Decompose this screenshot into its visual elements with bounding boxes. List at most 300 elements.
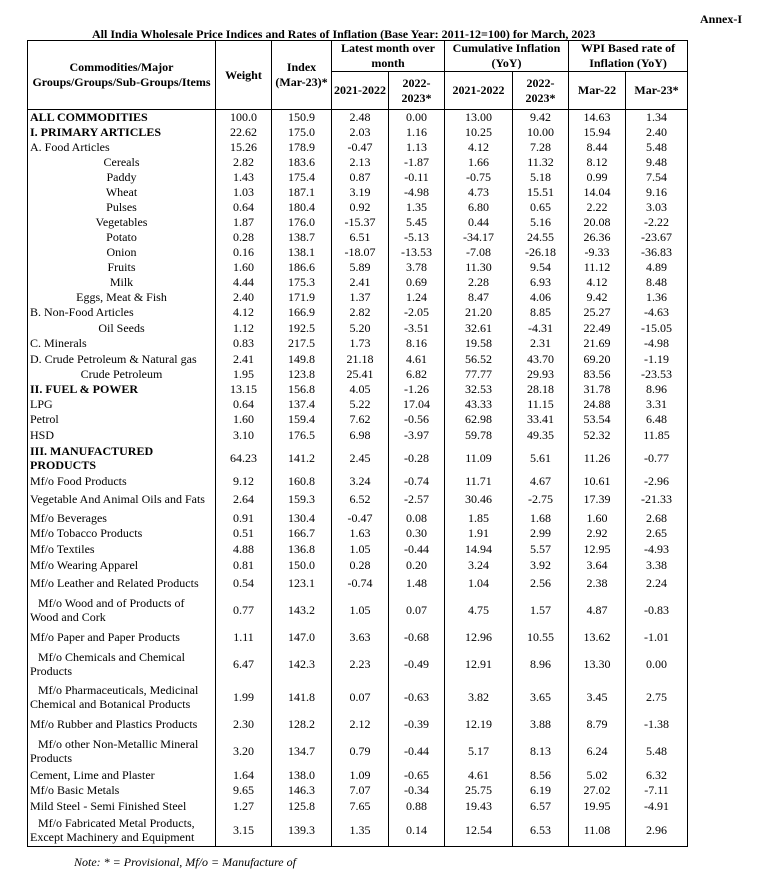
cell-r2: -1.01 xyxy=(626,627,688,648)
row-label: Onion xyxy=(28,245,216,260)
cell-c2: 2.99 xyxy=(513,526,569,541)
cell-weight: 13.15 xyxy=(216,382,272,397)
cell-weight: 1.27 xyxy=(216,798,272,814)
row-label: II. FUEL & POWER xyxy=(28,382,216,397)
cell-r2: -4.98 xyxy=(626,336,688,351)
cell-c1: 4.61 xyxy=(445,768,513,783)
cell-c1: 10.25 xyxy=(445,125,513,140)
cell-weight: 9.12 xyxy=(216,473,272,489)
cell-r1: 6.24 xyxy=(569,735,626,768)
table-row xyxy=(28,473,688,489)
cell-m1: 2.82 xyxy=(332,305,389,320)
cell-c2: 3.65 xyxy=(513,681,569,714)
cell-m1: 0.28 xyxy=(332,557,389,573)
cell-c2: -4.31 xyxy=(513,320,569,336)
row-label: HSD xyxy=(28,427,216,443)
cell-c1: 5.17 xyxy=(445,735,513,768)
cell-weight: 0.83 xyxy=(216,336,272,351)
cell-r2: 5.48 xyxy=(626,140,688,155)
cell-weight: 3.15 xyxy=(216,814,272,847)
cell-r1: -9.33 xyxy=(569,245,626,260)
cell-index: 166.9 xyxy=(272,305,332,320)
cell-index: 175.0 xyxy=(272,125,332,140)
header-weight: Weight xyxy=(216,41,272,110)
cell-c2: 2.31 xyxy=(513,336,569,351)
row-label: Mf/o Food Products xyxy=(28,473,216,489)
cell-c2: 5.18 xyxy=(513,170,569,185)
cell-index: 143.2 xyxy=(272,594,332,627)
cell-c2: 11.32 xyxy=(513,155,569,170)
cell-weight: 4.88 xyxy=(216,541,272,557)
cell-r1: 25.27 xyxy=(569,305,626,320)
cell-m1: 1.05 xyxy=(332,594,389,627)
cell-index: 125.8 xyxy=(272,798,332,814)
table-row xyxy=(28,185,688,200)
cell-r1: 2.92 xyxy=(569,526,626,541)
cell-m1: 0.87 xyxy=(332,170,389,185)
cell-r2: 2.68 xyxy=(626,510,688,526)
cell-m1: 1.73 xyxy=(332,336,389,351)
cell-r2: 9.16 xyxy=(626,185,688,200)
cell-r2: 2.65 xyxy=(626,526,688,541)
cell-r2: 9.48 xyxy=(626,155,688,170)
table-row xyxy=(28,215,688,230)
cell-r1: 13.62 xyxy=(569,627,626,648)
cell-weight: 2.82 xyxy=(216,155,272,170)
table-row xyxy=(28,336,688,351)
page-title: All India Wholesale Price Indices and Rates of Inflation (Base Year: 2011-12=100) for March, 2023 xyxy=(92,27,596,41)
cell-m1: 2.48 xyxy=(332,110,389,125)
cell-weight: 2.41 xyxy=(216,351,272,367)
cell-weight: 2.40 xyxy=(216,290,272,305)
table-row xyxy=(28,798,688,814)
cell-weight: 1.03 xyxy=(216,185,272,200)
row-label: Mf/o Fabricated Metal Products, Except Machinery and Equipment xyxy=(28,814,216,847)
cell-weight: 0.81 xyxy=(216,557,272,573)
cell-r1: 17.39 xyxy=(569,489,626,510)
row-label: Mf/o other Non-Metallic Mineral Products xyxy=(28,735,216,768)
cell-r1: 11.08 xyxy=(569,814,626,847)
table-row xyxy=(28,275,688,290)
table-row xyxy=(28,412,688,427)
cell-m1: 2.03 xyxy=(332,125,389,140)
row-label: Cereals xyxy=(28,155,216,170)
table-row xyxy=(28,814,688,847)
cell-c2: 10.55 xyxy=(513,627,569,648)
cell-r1: 26.36 xyxy=(569,230,626,245)
header-cumulative: Cumulative Inflation (YoY) xyxy=(445,41,569,72)
cell-r1: 24.88 xyxy=(569,397,626,412)
cell-m1: 5.89 xyxy=(332,260,389,275)
cell-m2: 1.13 xyxy=(389,140,445,155)
cell-weight: 4.12 xyxy=(216,305,272,320)
cell-c2: 8.13 xyxy=(513,735,569,768)
cell-index: 141.8 xyxy=(272,681,332,714)
cell-weight: 0.64 xyxy=(216,397,272,412)
row-label: D. Crude Petroleum & Natural gas xyxy=(28,351,216,367)
cell-m1: 7.07 xyxy=(332,783,389,798)
table-row xyxy=(28,155,688,170)
row-label: Crude Petroleum xyxy=(28,367,216,382)
row-label: Mf/o Wearing Apparel xyxy=(28,557,216,573)
cell-c2: 7.28 xyxy=(513,140,569,155)
cell-r1: 31.78 xyxy=(569,382,626,397)
cell-r1: 1.60 xyxy=(569,510,626,526)
cell-c1: 4.73 xyxy=(445,185,513,200)
table-row xyxy=(28,573,688,594)
cell-m2: -0.68 xyxy=(389,627,445,648)
cell-m2: -0.39 xyxy=(389,714,445,735)
cell-c2: 8.96 xyxy=(513,648,569,681)
cell-index: 134.7 xyxy=(272,735,332,768)
row-label: Vegetables xyxy=(28,215,216,230)
row-label: Petrol xyxy=(28,412,216,427)
table-row xyxy=(28,427,688,443)
cell-r1: 27.02 xyxy=(569,783,626,798)
cell-r2: -1.38 xyxy=(626,714,688,735)
cell-m2: -0.65 xyxy=(389,768,445,783)
cell-r1: 14.63 xyxy=(569,110,626,125)
row-label: Mf/o Chemicals and Chemical Products xyxy=(28,648,216,681)
cell-weight: 100.0 xyxy=(216,110,272,125)
cell-c1: 21.20 xyxy=(445,305,513,320)
cell-c2: -26.18 xyxy=(513,245,569,260)
cell-weight: 3.20 xyxy=(216,735,272,768)
cell-r1: 2.38 xyxy=(569,573,626,594)
cell-m2: -0.44 xyxy=(389,541,445,557)
cell-r1: 4.12 xyxy=(569,275,626,290)
row-label: LPG xyxy=(28,397,216,412)
cell-m1: 1.37 xyxy=(332,290,389,305)
cell-c2: 24.55 xyxy=(513,230,569,245)
header-cum-2021-2022: 2021-2022 xyxy=(445,72,513,110)
cell-weight: 0.28 xyxy=(216,230,272,245)
cell-r2: -21.33 xyxy=(626,489,688,510)
annex-label: Annex-I xyxy=(699,12,742,26)
row-label: Mf/o Rubber and Plastics Products xyxy=(28,714,216,735)
cell-c2: 11.15 xyxy=(513,397,569,412)
cell-m2: 1.24 xyxy=(389,290,445,305)
cell-r2: -2.22 xyxy=(626,215,688,230)
row-label: Potato xyxy=(28,230,216,245)
table-row xyxy=(28,783,688,798)
cell-c2: 10.00 xyxy=(513,125,569,140)
cell-index: 192.5 xyxy=(272,320,332,336)
cell-m2: -0.63 xyxy=(389,681,445,714)
cell-c1: -7.08 xyxy=(445,245,513,260)
cell-r1: 69.20 xyxy=(569,351,626,367)
cell-m2: -0.49 xyxy=(389,648,445,681)
cell-c2: 43.70 xyxy=(513,351,569,367)
table-row xyxy=(28,382,688,397)
cell-index: 128.2 xyxy=(272,714,332,735)
cell-r1: 3.45 xyxy=(569,681,626,714)
cell-c2: 8.56 xyxy=(513,768,569,783)
cell-c1: 56.52 xyxy=(445,351,513,367)
row-label: Eggs, Meat & Fish xyxy=(28,290,216,305)
cell-c2: 6.19 xyxy=(513,783,569,798)
cell-m2: 0.69 xyxy=(389,275,445,290)
header-month-2021-2022: 2021-2022 xyxy=(332,72,389,110)
cell-index: 176.0 xyxy=(272,215,332,230)
cell-m1: 7.65 xyxy=(332,798,389,814)
cell-r1: 5.02 xyxy=(569,768,626,783)
cell-c1: 1.85 xyxy=(445,510,513,526)
cell-r2: 2.96 xyxy=(626,814,688,847)
cell-r1: 8.44 xyxy=(569,140,626,155)
cell-m2: -0.34 xyxy=(389,783,445,798)
cell-m1: 6.52 xyxy=(332,489,389,510)
cell-r2: 8.96 xyxy=(626,382,688,397)
table-row xyxy=(28,510,688,526)
cell-r2: 5.48 xyxy=(626,735,688,768)
row-label: Mf/o Leather and Related Products xyxy=(28,573,216,594)
cell-r1: 11.26 xyxy=(569,443,626,473)
cell-r2: 3.03 xyxy=(626,200,688,215)
header-item: Commodities/Major Groups/Groups/Sub-Groups/Items xyxy=(28,41,216,110)
header-cum-2022-2023: 2022-2023* xyxy=(513,72,569,110)
cell-c1: 59.78 xyxy=(445,427,513,443)
cell-r1: 15.94 xyxy=(569,125,626,140)
table-row xyxy=(28,714,688,735)
cell-c2: 3.88 xyxy=(513,714,569,735)
cell-c1: 14.94 xyxy=(445,541,513,557)
row-label: ALL COMMODITIES xyxy=(28,110,216,125)
cell-weight: 1.60 xyxy=(216,260,272,275)
cell-m1: 1.05 xyxy=(332,541,389,557)
cell-m2: -4.98 xyxy=(389,185,445,200)
cell-index: 123.8 xyxy=(272,367,332,382)
cell-c2: 9.54 xyxy=(513,260,569,275)
cell-index: 160.8 xyxy=(272,473,332,489)
row-label: Mild Steel - Semi Finished Steel xyxy=(28,798,216,814)
cell-r2: 2.75 xyxy=(626,681,688,714)
cell-m2: 0.88 xyxy=(389,798,445,814)
cell-index: 178.9 xyxy=(272,140,332,155)
cell-c2: 5.57 xyxy=(513,541,569,557)
cell-c2: 9.42 xyxy=(513,110,569,125)
cell-r1: 8.79 xyxy=(569,714,626,735)
cell-r2: -0.83 xyxy=(626,594,688,627)
cell-r2: 6.48 xyxy=(626,412,688,427)
cell-index: 138.1 xyxy=(272,245,332,260)
cell-m1: -18.07 xyxy=(332,245,389,260)
cell-r2: 6.32 xyxy=(626,768,688,783)
cell-m2: 0.07 xyxy=(389,594,445,627)
cell-c1: 12.19 xyxy=(445,714,513,735)
cell-index: 175.3 xyxy=(272,275,332,290)
cell-r1: 13.30 xyxy=(569,648,626,681)
table-row xyxy=(28,648,688,681)
cell-m1: 2.13 xyxy=(332,155,389,170)
header-mar-22: Mar-22 xyxy=(569,72,626,110)
table-row xyxy=(28,443,688,473)
row-label: Wheat xyxy=(28,185,216,200)
cell-m1: 0.79 xyxy=(332,735,389,768)
header-latest-month: Latest month over month xyxy=(332,41,445,72)
cell-r2: 0.00 xyxy=(626,648,688,681)
table-row xyxy=(28,110,688,125)
cell-index: 137.4 xyxy=(272,397,332,412)
table-row xyxy=(28,735,688,768)
table-row xyxy=(28,351,688,367)
cell-c1: 0.44 xyxy=(445,215,513,230)
cell-r2: -15.05 xyxy=(626,320,688,336)
cell-c1: -34.17 xyxy=(445,230,513,245)
row-label: III. MANUFACTURED PRODUCTS xyxy=(28,443,216,473)
cell-index: 166.7 xyxy=(272,526,332,541)
row-label: Oil Seeds xyxy=(28,320,216,336)
cell-m2: -2.57 xyxy=(389,489,445,510)
cell-m2: 0.00 xyxy=(389,110,445,125)
table-row xyxy=(28,305,688,320)
cell-r1: 19.95 xyxy=(569,798,626,814)
cell-m1: 1.35 xyxy=(332,814,389,847)
cell-m1: 5.20 xyxy=(332,320,389,336)
cell-m2: -0.28 xyxy=(389,443,445,473)
cell-c2: 8.85 xyxy=(513,305,569,320)
cell-r2: -2.96 xyxy=(626,473,688,489)
cell-weight: 4.44 xyxy=(216,275,272,290)
cell-c1: 25.75 xyxy=(445,783,513,798)
cell-weight: 2.64 xyxy=(216,489,272,510)
table-row xyxy=(28,170,688,185)
cell-m2: -0.11 xyxy=(389,170,445,185)
cell-c2: -2.75 xyxy=(513,489,569,510)
cell-index: 138.7 xyxy=(272,230,332,245)
wpi-table xyxy=(27,40,688,847)
cell-c2: 3.92 xyxy=(513,557,569,573)
cell-m2: 5.45 xyxy=(389,215,445,230)
cell-c2: 29.93 xyxy=(513,367,569,382)
row-label: Mf/o Beverages xyxy=(28,510,216,526)
cell-c1: 19.58 xyxy=(445,336,513,351)
cell-index: 175.4 xyxy=(272,170,332,185)
cell-c2: 6.93 xyxy=(513,275,569,290)
cell-c2: 4.67 xyxy=(513,473,569,489)
cell-m1: 21.18 xyxy=(332,351,389,367)
cell-m1: 2.45 xyxy=(332,443,389,473)
cell-r1: 10.61 xyxy=(569,473,626,489)
cell-m1: 0.92 xyxy=(332,200,389,215)
cell-r2: -36.83 xyxy=(626,245,688,260)
cell-c1: 19.43 xyxy=(445,798,513,814)
cell-r1: 53.54 xyxy=(569,412,626,427)
cell-c1: 11.09 xyxy=(445,443,513,473)
cell-index: 150.9 xyxy=(272,110,332,125)
cell-c1: 12.96 xyxy=(445,627,513,648)
cell-weight: 3.10 xyxy=(216,427,272,443)
cell-index: 138.0 xyxy=(272,768,332,783)
cell-c1: 12.54 xyxy=(445,814,513,847)
cell-c1: 1.66 xyxy=(445,155,513,170)
cell-r1: 11.12 xyxy=(569,260,626,275)
cell-m2: 6.82 xyxy=(389,367,445,382)
cell-index: 136.8 xyxy=(272,541,332,557)
cell-c1: 13.00 xyxy=(445,110,513,125)
cell-index: 139.3 xyxy=(272,814,332,847)
cell-m2: -1.26 xyxy=(389,382,445,397)
cell-m2: 1.35 xyxy=(389,200,445,215)
header-mar-23: Mar-23* xyxy=(626,72,688,110)
row-label: Mf/o Paper and Paper Products xyxy=(28,627,216,648)
cell-c1: 3.82 xyxy=(445,681,513,714)
cell-c1: 2.28 xyxy=(445,275,513,290)
cell-r2: 3.31 xyxy=(626,397,688,412)
cell-r1: 0.99 xyxy=(569,170,626,185)
cell-m1: 3.63 xyxy=(332,627,389,648)
cell-r2: -7.11 xyxy=(626,783,688,798)
cell-r1: 21.69 xyxy=(569,336,626,351)
cell-r1: 52.32 xyxy=(569,427,626,443)
cell-index: 130.4 xyxy=(272,510,332,526)
table-row xyxy=(28,557,688,573)
row-label: Milk xyxy=(28,275,216,290)
cell-c1: 3.24 xyxy=(445,557,513,573)
table-row xyxy=(28,681,688,714)
footnote: Note: * = Provisional, Mf/o = Manufacture of xyxy=(74,855,296,869)
table-row xyxy=(28,627,688,648)
row-label: Paddy xyxy=(28,170,216,185)
cell-m1: 7.62 xyxy=(332,412,389,427)
cell-m1: 0.07 xyxy=(332,681,389,714)
cell-c1: 11.71 xyxy=(445,473,513,489)
cell-r2: -4.63 xyxy=(626,305,688,320)
table-row xyxy=(28,594,688,627)
cell-m1: 3.19 xyxy=(332,185,389,200)
table-row xyxy=(28,320,688,336)
cell-m1: -0.47 xyxy=(332,510,389,526)
table-row xyxy=(28,367,688,382)
cell-index: 123.1 xyxy=(272,573,332,594)
cell-m1: -0.74 xyxy=(332,573,389,594)
cell-r2: 11.85 xyxy=(626,427,688,443)
cell-r2: 7.54 xyxy=(626,170,688,185)
cell-c2: 6.53 xyxy=(513,814,569,847)
cell-index: 176.5 xyxy=(272,427,332,443)
cell-c1: 32.61 xyxy=(445,320,513,336)
cell-index: 142.3 xyxy=(272,648,332,681)
cell-c1: 4.75 xyxy=(445,594,513,627)
cell-weight: 15.26 xyxy=(216,140,272,155)
table-row xyxy=(28,526,688,541)
cell-r2: 4.89 xyxy=(626,260,688,275)
cell-c2: 49.35 xyxy=(513,427,569,443)
cell-m2: -3.97 xyxy=(389,427,445,443)
cell-c2: 0.65 xyxy=(513,200,569,215)
row-label: Vegetable And Animal Oils and Fats xyxy=(28,489,216,510)
cell-m1: 4.05 xyxy=(332,382,389,397)
cell-m1: 6.51 xyxy=(332,230,389,245)
cell-weight: 1.12 xyxy=(216,320,272,336)
cell-m2: 1.16 xyxy=(389,125,445,140)
cell-m1: -15.37 xyxy=(332,215,389,230)
cell-m1: 2.12 xyxy=(332,714,389,735)
cell-weight: 64.23 xyxy=(216,443,272,473)
cell-index: 183.6 xyxy=(272,155,332,170)
cell-c1: 12.91 xyxy=(445,648,513,681)
cell-m2: 0.30 xyxy=(389,526,445,541)
cell-index: 171.9 xyxy=(272,290,332,305)
cell-weight: 0.64 xyxy=(216,200,272,215)
table-row xyxy=(28,290,688,305)
cell-weight: 1.11 xyxy=(216,627,272,648)
cell-r2: 2.40 xyxy=(626,125,688,140)
cell-m2: 0.08 xyxy=(389,510,445,526)
cell-index: 156.8 xyxy=(272,382,332,397)
cell-m2: -0.44 xyxy=(389,735,445,768)
cell-weight: 22.62 xyxy=(216,125,272,140)
